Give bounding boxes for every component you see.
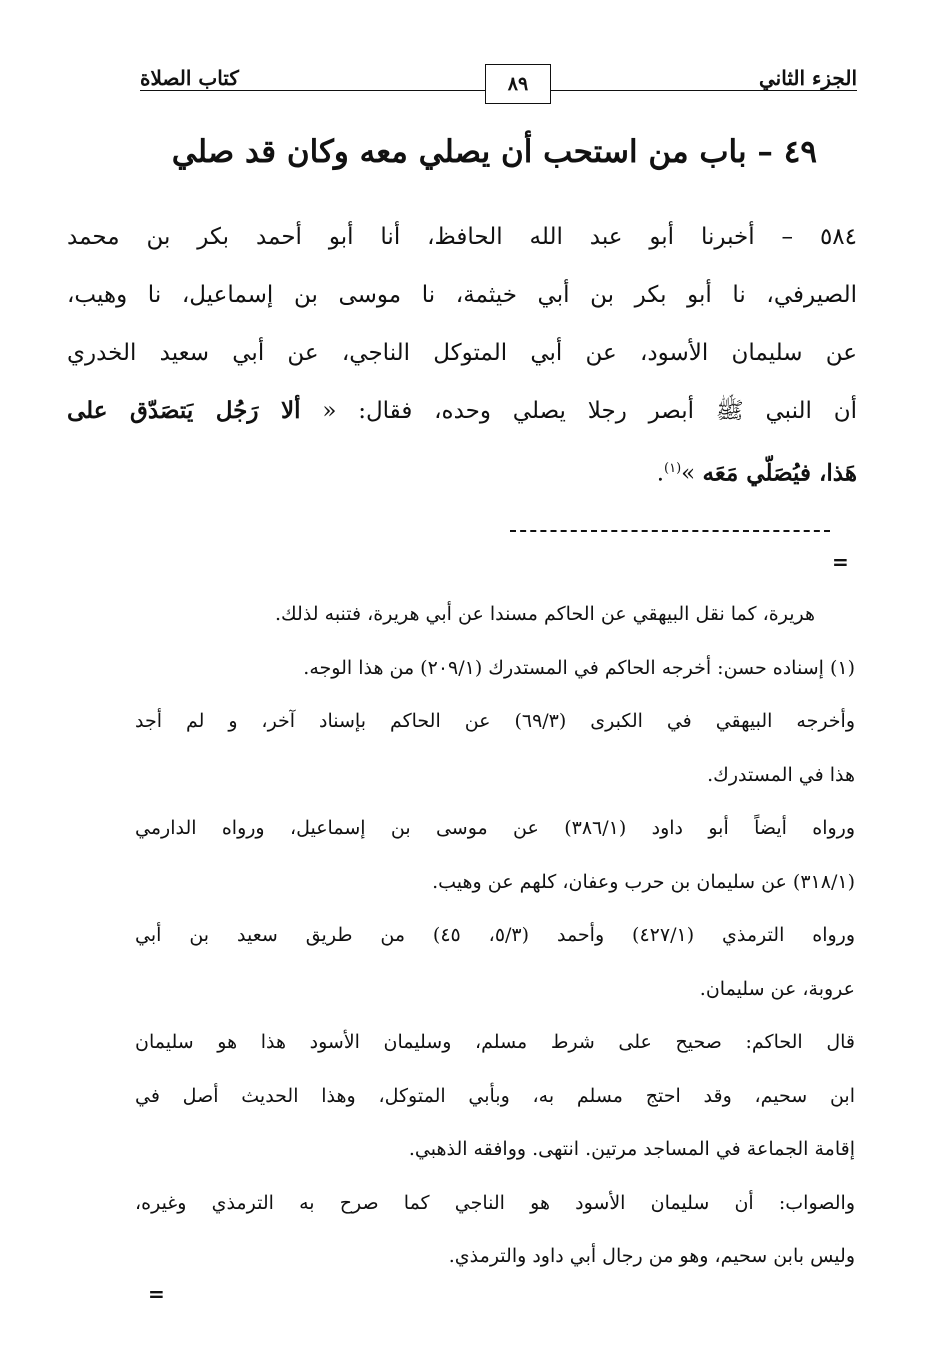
footnote-line: (٣١٨/١) عن سليمان بن حرب وعفان، كلهم عن وهيب.	[432, 870, 855, 893]
footnote-line: ورواه الترمذي (٤٢٧/١) وأحمد (٥/٣، ٤٥) من طريق سعيد بن أبي	[135, 924, 856, 946]
footnote-ref: (١)	[664, 461, 682, 476]
footnotes	[135, 588, 855, 1284]
book-label: كتاب الصلاة	[140, 66, 245, 90]
chapter-title: ٤٩ – باب من استحب أن يصلي معه وكان قد صلي	[171, 134, 817, 170]
footnote-line: إقامة الجماعة في المساجد مرتين. انتهى. ووافقه الذهبي.	[408, 1138, 855, 1160]
footnote-line: قال الحاكم: صحيح على شرط مسلم، وسليمان الأسود هذا هو سليمان	[135, 1031, 855, 1053]
hadith-end-period: .	[656, 460, 665, 487]
hadith-quote-end: هَذا، فيُصَلّي مَعَه	[702, 459, 857, 487]
hadith-line-1: ٥٨٤ – أخبرنا أبو عبد الله الحافظ، أنا أبو أحمد بكر بن محمد	[67, 224, 857, 250]
footnote-line: هريرة، كما نقل البيهقي عن الحاكم مسندا عن أبي هريرة، فتنبه لذلك.	[274, 603, 815, 625]
footnote-separator	[510, 530, 830, 532]
hadith-line-5	[67, 440, 857, 498]
footnote-line: والصواب: أن سليمان الأسود هو الناجي كما صرح به الترمذي وغيره،	[135, 1191, 855, 1214]
footnote-line: ورواه أيضاً أبو داود (٣٨٦/١) عن موسى بن إسماعيل، ورواه الدارمي	[135, 817, 855, 839]
hadith-line-4	[67, 382, 857, 440]
footnote-line: (١) إسناده حسن: أخرجه الحاكم في المستدرك (٢٠٩/١) من هذا الوجه.	[303, 656, 855, 679]
footnote-line: وأخرجه البيهقي في الكبرى (٦٩/٣) عن الحاكم بإسناد آخر، و لم أجد	[135, 710, 855, 732]
hadith-quote-start: ألا رَجُل يَتصَدّق على	[67, 397, 301, 424]
hadith-text	[67, 208, 857, 498]
footnote-line: هذا في المستدرك.	[707, 763, 855, 786]
hadith-line-2: الصيرفي، نا أبو بكر بن أبي خيثمة، نا موسى بن إسماعيل، نا وهيب،	[67, 282, 857, 308]
volume-label: الجزء الثاني	[753, 66, 857, 90]
hadith-close-quote: »	[681, 460, 696, 487]
continuation-mark-top: =	[832, 550, 849, 574]
continuation-mark-bottom: =	[148, 1282, 165, 1306]
footnote-line: عروبة، عن سليمان.	[699, 977, 855, 1000]
hadith-line-3: عن سليمان الأسود، عن أبي المتوكل الناجي، عن أبي سعيد الخدري	[67, 340, 857, 366]
footnote-line: وليس بابن سحيم، وهو من رجال أبي داود والترمذي.	[448, 1245, 855, 1267]
footnote-line: ابن سحيم، وقد احتج مسلم به، وبأبي المتوكل، وهذا الحديث أصل في	[135, 1084, 855, 1107]
running-header	[140, 62, 857, 110]
page-number: ٨٩	[485, 64, 551, 104]
hadith-line-4-plain: أن النبي ﷺ أبصر رجلا يصلي وحده، فقال: «	[322, 398, 857, 424]
